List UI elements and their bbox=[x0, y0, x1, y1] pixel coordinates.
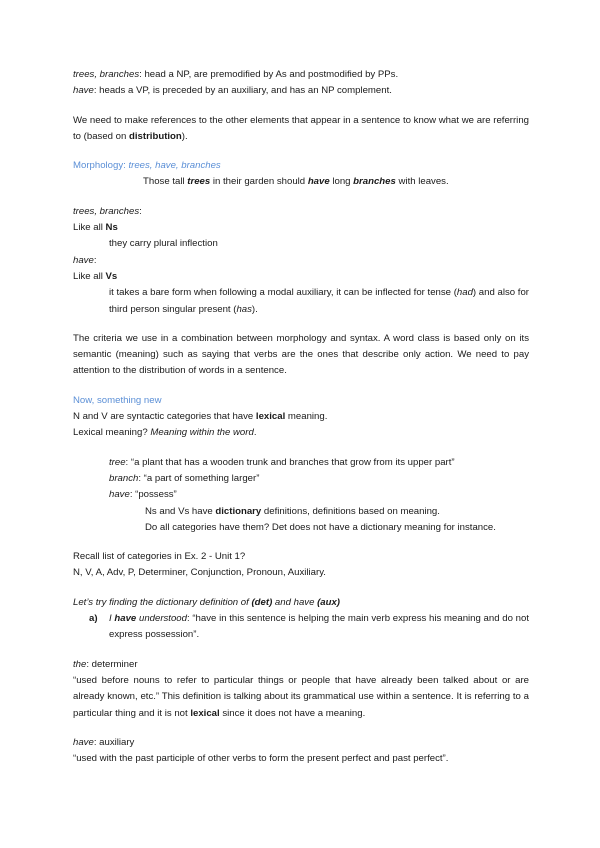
document-page bbox=[73, 67, 529, 767]
try-heading: Let’s try finding the dictionary definition of (det) and have (aux) bbox=[73, 596, 340, 608]
lexical-meaning-question: Lexical meaning? Meaning within the word. bbox=[73, 427, 257, 439]
have-auxiliary-label: have: auxiliary bbox=[73, 736, 135, 748]
intro-line-trees: trees, branches: head a NP, are premodified by As and postmodified by PPs. bbox=[73, 69, 399, 80]
dictionary-note: Ns and Vs have dictionary definitions, definitions based on meaning. bbox=[145, 505, 440, 517]
categories-list: N, V, A, Adv, P, Determiner, Conjunction, Pronoun, Auxiliary. bbox=[73, 567, 326, 579]
intro-line-have: have: heads a VP, is preceded by an auxiliary, and has an NP complement. bbox=[73, 85, 392, 97]
list-item bbox=[73, 611, 529, 644]
recall-question: Recall list of categories in Ex. 2 - Unit 1? bbox=[73, 551, 246, 563]
distribution-paragraph: We need to make references to the other elements that appear in a sentence to know what we are referring to (based on distribution). bbox=[73, 114, 529, 142]
have-label: have: bbox=[73, 254, 97, 266]
trees-label: trees, branches: bbox=[73, 205, 142, 217]
now-something-new-heading: Now, something new bbox=[73, 394, 162, 406]
like-all-vs: Like all Vs bbox=[73, 270, 118, 282]
the-definition-paragraph: “used before nouns to refer to particular things or people that have already been talked about or are already known, etc.” This definition is talking about its grammatical use within a sentence. It is referring to a particular thing and it is not lexical since it does not have a meaning. bbox=[73, 674, 529, 719]
term-have: have bbox=[73, 85, 94, 97]
lexical-meaning-line: N and V are syntactic categories that have lexical meaning. bbox=[73, 411, 328, 423]
term-trees-branches: trees, branches bbox=[73, 69, 140, 80]
like-all-ns: Like all Ns bbox=[73, 222, 118, 234]
list-marker: a) bbox=[89, 613, 98, 625]
the-determiner-label: the: determiner bbox=[73, 658, 138, 670]
bare-form-point: it takes a bare form when following a modal auxiliary, it can be inflected for tense (had) and also for third person singular present (has). bbox=[109, 287, 529, 315]
det-note: Do all categories have them? Det does not have a dictionary meaning for instance. bbox=[145, 521, 496, 533]
branch-definition: branch: “a part of something larger” bbox=[109, 472, 260, 484]
morphology-heading: Morphology: trees, have, branches bbox=[73, 160, 221, 172]
plural-inflection-point: they carry plural inflection bbox=[109, 238, 218, 250]
example-sentence: Those tall trees in their garden should have long branches with leaves. bbox=[143, 176, 449, 188]
tree-definition: tree: “a plant that has a wooden trunk and branches that grow from its upper part” bbox=[109, 456, 455, 468]
criteria-paragraph: The criteria we use in a combination between morphology and syntax. A word class is based only on its semantic (meaning) such as saying that verbs are the ones that describe only action. We need to pay attention to the distribution of words in a sentence. bbox=[73, 332, 529, 377]
have-auxiliary-definition: “used with the past participle of other verbs to form the present perfect and past perfect”. bbox=[73, 753, 449, 765]
list-item-text: I have understood: “have in this sentence is helping the main verb express his meaning and do not express possession”. bbox=[109, 613, 529, 641]
have-definition: have: “possess” bbox=[109, 489, 177, 501]
